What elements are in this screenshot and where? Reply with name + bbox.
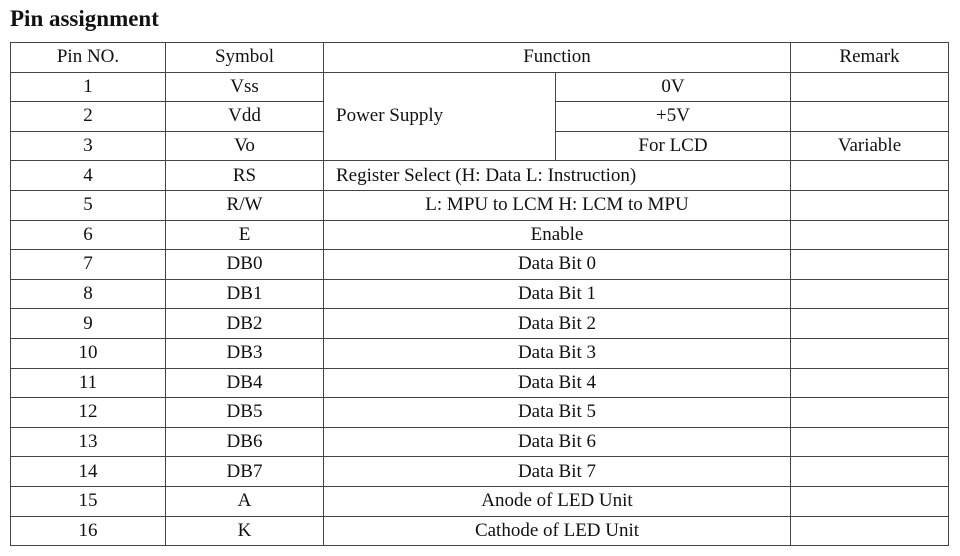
- table-row: [11, 457, 949, 487]
- pin-number: 9: [11, 309, 166, 339]
- pin-function: Data Bit 1: [324, 279, 791, 309]
- pin-function: Data Bit 7: [324, 457, 791, 487]
- pin-remark: [791, 398, 949, 428]
- power-detail: +5V: [556, 102, 791, 132]
- header-pin-no: Pin NO.: [11, 43, 166, 73]
- power-detail: For LCD: [556, 131, 791, 161]
- pin-function: Anode of LED Unit: [324, 486, 791, 516]
- pin-number: 10: [11, 338, 166, 368]
- pin-assignment-table: [10, 42, 949, 546]
- pin-remark: [791, 279, 949, 309]
- table-row: [11, 72, 949, 102]
- table-row: [11, 279, 949, 309]
- pin-symbol: DB4: [166, 368, 324, 398]
- pin-function: Data Bit 4: [324, 368, 791, 398]
- pin-number: 4: [11, 161, 166, 191]
- pin-number: 15: [11, 486, 166, 516]
- pin-symbol: Vo: [166, 131, 324, 161]
- pin-function: Enable: [324, 220, 791, 250]
- pin-remark: [791, 309, 949, 339]
- pin-remark: [791, 427, 949, 457]
- pin-symbol: DB0: [166, 250, 324, 280]
- table-row: [11, 190, 949, 220]
- power-supply-label: Power Supply: [324, 72, 556, 161]
- pin-function: Register Select (H: Data L: Instruction): [324, 161, 791, 191]
- table-row: [11, 220, 949, 250]
- pin-remark: [791, 102, 949, 132]
- power-detail: 0V: [556, 72, 791, 102]
- pin-remark: [791, 516, 949, 546]
- pin-number: 13: [11, 427, 166, 457]
- pin-remark: [791, 457, 949, 487]
- header-remark: Remark: [791, 43, 949, 73]
- pin-function: Data Bit 3: [324, 338, 791, 368]
- pin-symbol: DB6: [166, 427, 324, 457]
- pin-remark: [791, 220, 949, 250]
- header-row: [11, 43, 949, 73]
- pin-function: Data Bit 2: [324, 309, 791, 339]
- table-row: [11, 161, 949, 191]
- pin-number: 7: [11, 250, 166, 280]
- pin-remark: Variable: [791, 131, 949, 161]
- page-title: Pin assignment: [10, 6, 159, 31]
- pin-function: Data Bit 0: [324, 250, 791, 280]
- table-row: [11, 516, 949, 546]
- pin-number: 14: [11, 457, 166, 487]
- table-row: [11, 368, 949, 398]
- pin-remark: [791, 486, 949, 516]
- pin-remark: [791, 190, 949, 220]
- pin-symbol: DB5: [166, 398, 324, 428]
- header-function: Function: [324, 43, 791, 73]
- pin-symbol: R/W: [166, 190, 324, 220]
- pin-symbol: Vdd: [166, 102, 324, 132]
- pin-remark: [791, 72, 949, 102]
- pin-symbol: DB7: [166, 457, 324, 487]
- pin-function: Data Bit 6: [324, 427, 791, 457]
- pin-symbol: K: [166, 516, 324, 546]
- pin-number: 2: [11, 102, 166, 132]
- pin-number: 5: [11, 190, 166, 220]
- pin-remark: [791, 338, 949, 368]
- pin-function: Cathode of LED Unit: [324, 516, 791, 546]
- table-row: [11, 250, 949, 280]
- pin-function: L: MPU to LCM H: LCM to MPU: [324, 190, 791, 220]
- pin-remark: [791, 161, 949, 191]
- pin-number: 12: [11, 398, 166, 428]
- pin-symbol: DB1: [166, 279, 324, 309]
- pin-symbol: E: [166, 220, 324, 250]
- pin-remark: [791, 250, 949, 280]
- pin-number: 16: [11, 516, 166, 546]
- table-row: [11, 427, 949, 457]
- header-symbol: Symbol: [166, 43, 324, 73]
- pin-symbol: RS: [166, 161, 324, 191]
- pin-symbol: DB2: [166, 309, 324, 339]
- pin-symbol: DB3: [166, 338, 324, 368]
- table-row: [11, 338, 949, 368]
- table-row: [11, 398, 949, 428]
- table-row: [11, 309, 949, 339]
- pin-number: 6: [11, 220, 166, 250]
- pin-symbol: A: [166, 486, 324, 516]
- pin-number: 11: [11, 368, 166, 398]
- pin-symbol: Vss: [166, 72, 324, 102]
- pin-number: 1: [11, 72, 166, 102]
- pin-number: 8: [11, 279, 166, 309]
- table-row: [11, 486, 949, 516]
- pin-remark: [791, 368, 949, 398]
- pin-function: Data Bit 5: [324, 398, 791, 428]
- pin-number: 3: [11, 131, 166, 161]
